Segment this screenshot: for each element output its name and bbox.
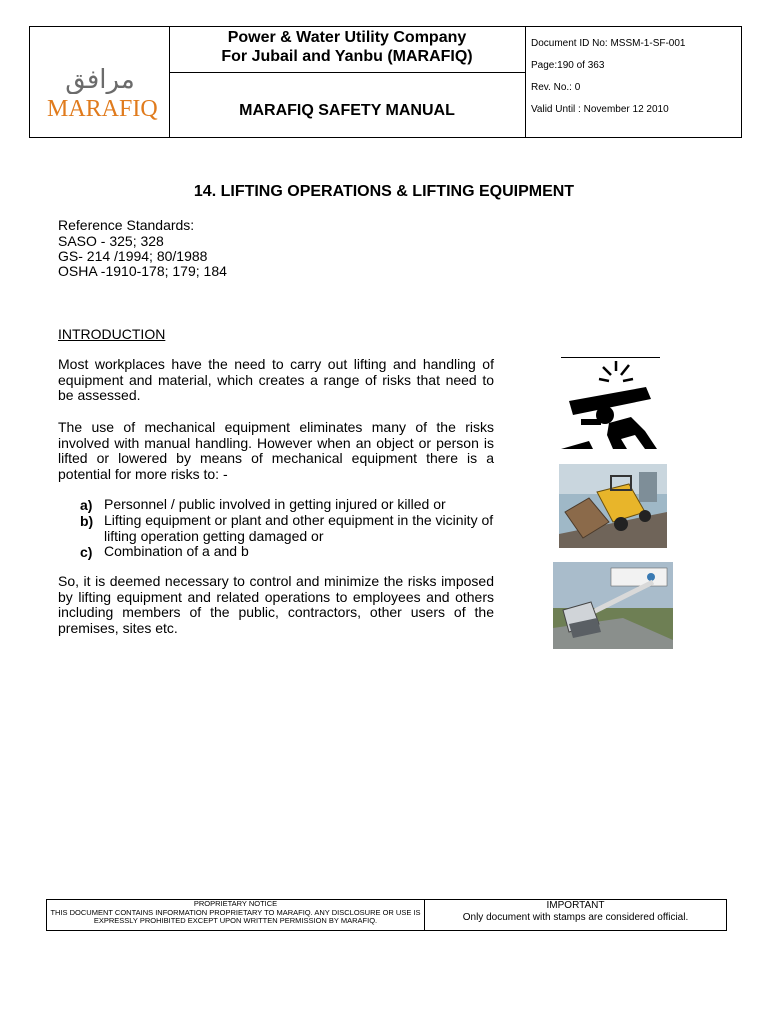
logo-arabic-text: مرافق (65, 65, 135, 94)
important-notice-body: Only document with stamps are considered official. (462, 912, 689, 923)
intro-paragraph-1: Most workplaces have the need to carry out lifting and handling of equipment and material, which creates a range of risks that need to be assessed. (58, 356, 494, 403)
company-line-2: For Jubail and Yanbu (MARAFIQ) (221, 48, 473, 65)
revision-number: Rev. No.: 0 (531, 82, 581, 93)
proprietary-notice-body: THIS DOCUMENT CONTAINS INFORMATION PROPRIETARY TO MARAFIQ. ANY DISCLOSURE OR USE IS EXPRESSLY PROHIBITED EXCEPT UPON WRITTEN PERMISSION BY MARAFIQ. (50, 907, 421, 925)
falling-load-warning-image (561, 357, 660, 451)
important-notice-title: IMPORTANT (546, 900, 605, 911)
list-marker: b) (80, 513, 94, 529)
section-title: 14. LIFTING OPERATIONS & LIFTING EQUIPMENT (193, 183, 575, 200)
marafiq-logo: MARAFIQ (47, 96, 158, 122)
document-id: Document ID No: MSSM-1-SF-001 (531, 38, 686, 49)
list-marker: c) (80, 544, 93, 560)
forklift-tipping-image (559, 464, 667, 548)
reference-item: SASO - 325; 328 (58, 233, 164, 249)
list-marker: a) (80, 497, 93, 513)
important-notice (425, 900, 726, 924)
list-item-text: Lifting equipment or plant and other equipment in the vicinity of lifting operation getting damaged or (104, 512, 494, 544)
page-number: Page:190 of 363 (531, 60, 605, 71)
marafiq-arabic-logo (44, 64, 156, 94)
introduction-heading: INTRODUCTION (58, 326, 166, 342)
proprietary-notice (47, 900, 424, 926)
intro-paragraph-2: The use of mechanical equipment eliminates many of the risks involved with manual handling. However when an object or person is lifted or lowered by means of mechanical equipment there is a potential for more risks to: - (58, 419, 494, 482)
list-item-text: Personnel / public involved in getting injured or killed or (104, 496, 446, 512)
reference-heading: Reference Standards: (58, 217, 195, 233)
manual-title: MARAFIQ SAFETY MANUAL (239, 102, 455, 119)
company-name (170, 28, 524, 66)
crane-accident-image (553, 562, 673, 649)
list-item-text: Combination of a and b (104, 543, 249, 559)
proprietary-notice-title: PROPRIETARY NOTICE (193, 899, 278, 908)
intro-paragraph-3: So, it is deemed necessary to control and minimize the risks imposed by lifting equipment and related operations to employees and others including members of the public, contractors, other users of the premises, sites etc. (58, 573, 494, 636)
company-line-1: Power & Water Utility Company (227, 29, 467, 46)
valid-until: Valid Until : November 12 2010 (531, 104, 669, 115)
reference-item: GS- 214 /1994; 80/1988 (58, 248, 208, 264)
reference-item: OSHA -1910-178; 179; 184 (58, 263, 227, 279)
